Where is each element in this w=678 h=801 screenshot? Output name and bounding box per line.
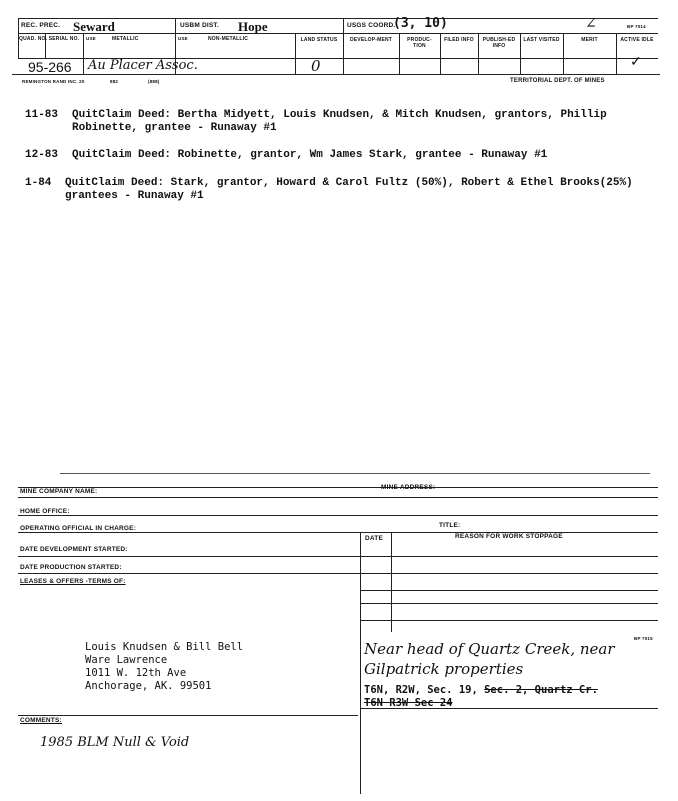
col-land-status: LAND STATUS	[300, 37, 338, 43]
reason-column-label: REASON FOR WORK STOPPAGE	[455, 533, 563, 540]
date-development-started-label: DATE DEVELOPMENT STARTED:	[20, 546, 128, 553]
entry-date: 11-83	[25, 109, 59, 121]
date-production-started-label: DATE PRODUCTION STARTED:	[20, 564, 122, 571]
mine-company-name-label: MINE COMPANY NAME:	[20, 488, 98, 495]
col-use-nonmetallic: USE	[178, 36, 188, 41]
location-legal-description: T6N, R2W, Sec. 19,	[364, 684, 485, 696]
col-active-idle: ACTIVE IDLE	[620, 37, 654, 43]
mine-address-label: MINE ADDRESS:	[381, 484, 436, 491]
owner-line-2: Ware Lawrence	[85, 654, 168, 666]
col-metallic: METALLIC	[112, 36, 139, 42]
col-quad-no: QUAD. NO.	[19, 36, 48, 42]
entry-line-2: grantees - Runaway #1	[65, 190, 204, 202]
col-merit: MERIT	[581, 37, 598, 43]
rec-prec-value: Seward	[73, 19, 115, 34]
col-last-visited: LAST VISITED	[523, 37, 560, 43]
comment-note: 1985 BLM Null & Void	[40, 735, 190, 750]
owner-line-3: 1011 W. 12th Ave	[85, 667, 187, 679]
comments-label: COMMENTS:	[20, 717, 62, 724]
printer-code-1: 882	[110, 79, 119, 84]
location-typed-line-1	[364, 684, 598, 697]
col-filed-info: FILED INFO	[444, 37, 474, 43]
location-typed-line-2-struck: T6N R3W Sec 24	[364, 697, 453, 709]
active-checkmark-icon: ✓	[630, 54, 642, 70]
operating-official-label: OPERATING OFFICIAL IN CHARGE:	[20, 525, 137, 532]
entry-line-1: QuitClaim Deed: Bertha Midyett, Louis Knudsen, & Mitch Knudsen, grantors, Phillip	[72, 109, 607, 121]
usgs-coord-value: (3, 10)	[393, 16, 448, 31]
printer-text: REMINGTON RAND INC. 20	[22, 79, 85, 84]
entry-date: 12-83	[25, 149, 59, 161]
entry-date: 1-84	[25, 177, 52, 189]
col-published-info: PUBLISH-ED INFO	[482, 37, 516, 49]
col-production: PRODUC-TION	[407, 37, 432, 49]
col-non-metallic: NON-METALLIC	[208, 36, 249, 42]
leases-offers-label: LEASES & OFFERS -TERMS OF:	[20, 578, 126, 585]
tick-mark-icon: ∠	[585, 16, 597, 32]
entry-line-2: Robinette, grantee - Runaway #1	[72, 122, 277, 134]
printer-code-2: (888)	[148, 79, 160, 84]
location-struck-text: Sec. 2, Quartz Cr.	[484, 684, 598, 696]
owner-line-4: Anchorage, AK. 99501	[85, 680, 212, 692]
usbm-dist-label: USBM DIST.	[180, 22, 219, 29]
rec-prec-label: REC. PREC.	[21, 22, 61, 29]
land-status-value: 0	[311, 57, 321, 75]
col-development: DEVELOP-MENT	[349, 37, 393, 43]
metallic-value: Au Placer Assoc.	[88, 58, 198, 73]
usbm-dist-value: Hope	[238, 19, 268, 34]
quad-serial-value: 95-266	[28, 59, 72, 75]
home-office-label: HOME OFFICE:	[20, 508, 70, 515]
form-number-2: BP 7015	[634, 636, 653, 641]
owner-line-1: Louis Knudsen & Bill Bell	[85, 641, 244, 653]
col-use-metallic: USE	[86, 36, 96, 41]
entry-line-1: QuitClaim Deed: Robinette, grantor, Wm James Stark, grantee - Runaway #1	[72, 149, 548, 161]
location-note-line-1: Near head of Quartz Creek, near	[364, 640, 615, 658]
location-note-line-2: Gilpatrick properties	[364, 660, 524, 678]
department-name: TERRITORIAL DEPT. OF MINES	[510, 78, 605, 84]
col-serial-no: SERIAL NO.	[48, 36, 80, 42]
entry-line-1: QuitClaim Deed: Stark, grantor, Howard & Carol Fultz (50%), Robert & Ethel Brooks(25%)	[65, 177, 633, 189]
date-column-label: DATE	[365, 535, 384, 542]
title-label: TITLE:	[439, 522, 461, 529]
usgs-coord-label: USGS COORD.	[347, 22, 396, 29]
form-number: BP 7014	[627, 24, 646, 29]
